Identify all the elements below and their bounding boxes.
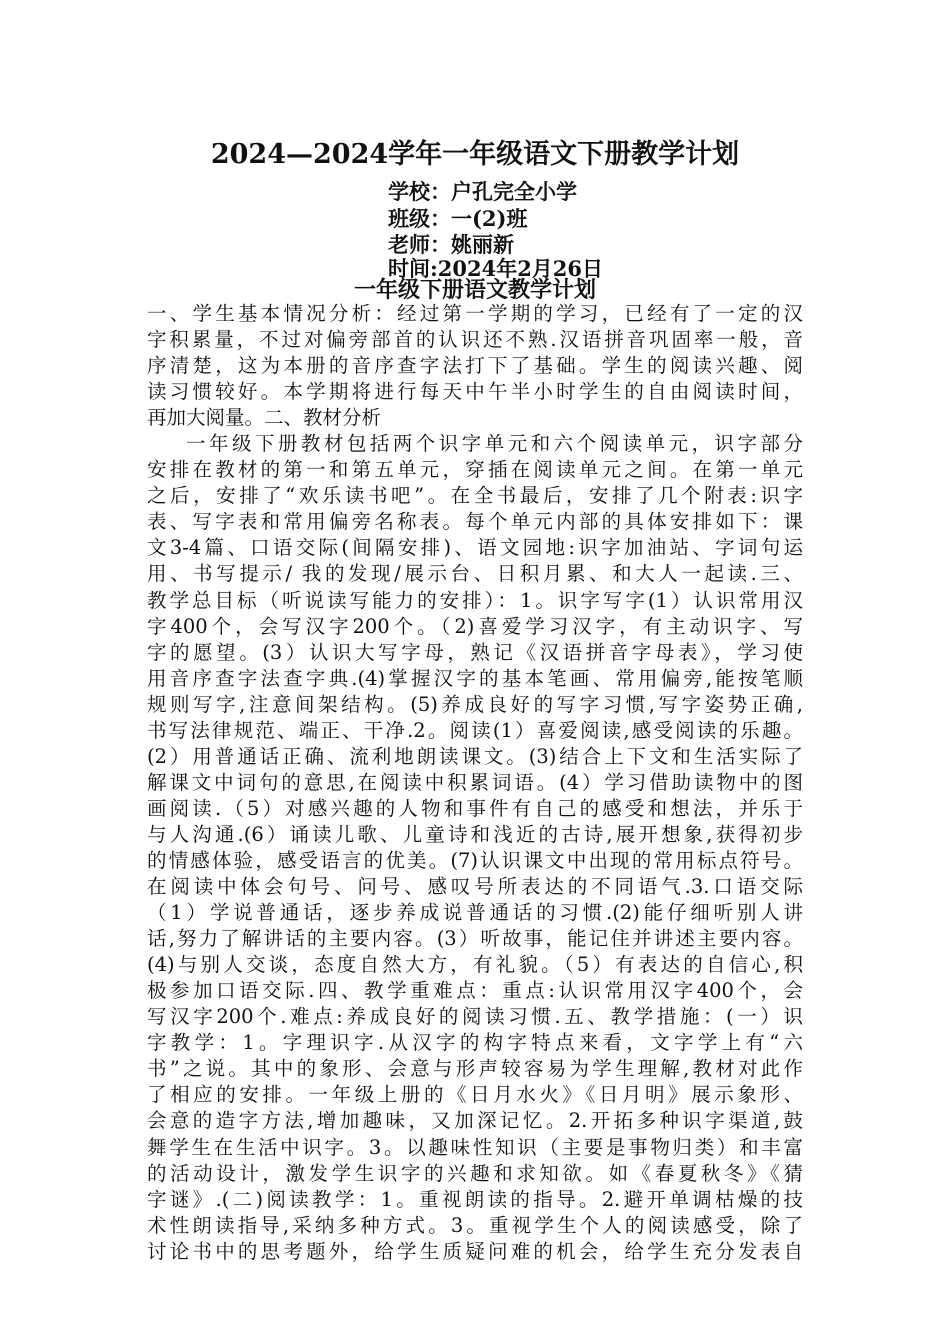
body-line: 读习惯较好。本学期将进行每天中午半小时学生的自由阅读时间，	[147, 380, 803, 404]
body-line: 术性朗读指导,采纳多种方式。3。重视学生个人的阅读感受，除了	[147, 1213, 803, 1237]
body-line: 话,努力了解讲话的主要内容。(3）听故事，能记住并讲述主要内容。	[147, 927, 803, 951]
body-line: 字教学：1。字理识字.从汉字的构字特点来看，文字学上有“六	[147, 1031, 803, 1055]
class-line: 班级：一(2)班	[388, 206, 528, 231]
date-line: 时间:2024年2月26日	[388, 256, 604, 281]
body-line: 解课文中词句的意思,在阅读中积累词语。(4）学习借助读物中的图	[147, 770, 803, 794]
body-line: 字积累量，不过对偏旁部首的认识还不熟.汉语拼音巩固率一般，音	[147, 328, 803, 352]
body-text	[147, 301, 803, 1265]
body-line: 的活动设计，激发学生识字的兴趣和求知欲。如《春夏秋冬》《猜	[147, 1161, 803, 1185]
body-line: 了相应的安排。一年级上册的《日月水火》《日月明》展示象形、	[147, 1083, 803, 1107]
document-subtitle: 一年级下册语文教学计划	[353, 278, 596, 303]
body-line: (2）用普通话正确、流利地朗读课文。(3)结合上下文和生活实际了	[147, 744, 803, 768]
body-line: 的情感体验，感受语言的优美。(7)认识课文中出现的常用标点符号。	[147, 848, 803, 872]
body-line: 书写法律规范、端正、干净.2。阅读(1）喜爱阅读,感受阅读的乐趣。	[147, 718, 803, 742]
body-line: 会意的造字方法,增加趣味，又加深记忆。2.开拓多种识字渠道,鼓	[147, 1109, 803, 1133]
body-line: 写汉字200个.难点:养成良好的阅读习惯.五、教学措施：(一）识	[147, 1005, 803, 1029]
document-title: 2024—2024学年一年级语文下册教学计划	[210, 139, 740, 170]
body-line: 极参加口语交际.四、教学重难点：重点:认识常用汉字400个，会	[147, 979, 803, 1003]
body-line: 与人沟通.(6）诵读儿歌、儿童诗和浅近的古诗,展开想象,获得初步	[147, 822, 803, 846]
body-line: 画阅读.（5）对感兴趣的人物和事件有自己的感受和想法，并乐于	[147, 796, 803, 820]
body-line: （1）学说普通话，逐步养成说普通话的习惯.(2)能仔细听别人讲	[147, 901, 803, 925]
body-line: 用、书写提示/ 我的发现/展示台、日积月累、和大人一起读.三、	[147, 562, 803, 586]
body-line: 字谜》.(二)阅读教学：1。重视朗读的指导。2.避开单调枯燥的技	[147, 1187, 803, 1211]
body-line: 字的愿望。(3）认识大写字母，熟记《汉语拼音字母表》，学习使	[147, 640, 803, 664]
body-line: 舞学生在生活中识字。3。以趣味性知识（主要是事物归类）和丰富	[147, 1135, 803, 1159]
body-line: 文3-4篇、口语交际(间隔安排)、语文园地:识字加油站、字词句运	[147, 536, 803, 560]
body-line: 一年级下册教材包括两个识字单元和六个阅读单元，识字部分	[186, 432, 803, 456]
body-line: 教学总目标（听说读写能力的安排）：1。识字写字(1）认识常用汉	[147, 588, 803, 612]
body-line: 再加大阅量。二、教材分析	[147, 406, 382, 430]
body-line: 在阅读中体会句号、问号、感叹号所表达的不同语气.3.口语交际	[147, 875, 803, 899]
school-line: 学校：户孔完全小学	[388, 179, 577, 204]
body-line: (4)与别人交谈，态度自然大方，有礼貌。（5）有表达的自信心,积	[147, 953, 803, 977]
body-line: 规则写字,注意间架结构。(5)养成良好的写字习惯,写字姿势正确,	[147, 692, 803, 716]
body-line: 一、学生基本情况分析：经过第一学期的学习，已经有了一定的汉	[147, 302, 803, 325]
body-line: 书”之说。其中的象形、会意与形声较容易为学生理解,教材对此作	[147, 1057, 803, 1081]
body-line: 安排在教材的第一和第五单元，穿插在阅读单元之间。在第一单元	[147, 458, 803, 482]
body-line: 之后，安排了“欢乐读书吧”。在全书最后，安排了几个附表:识字	[147, 484, 803, 508]
body-line: 序清楚，这为本册的音序查字法打下了基础。学生的阅读兴趣、阅	[147, 354, 803, 378]
body-line: 讨论书中的思考题外，给学生质疑问难的机会，给学生充分发表自	[147, 1239, 803, 1263]
teacher-line: 老师：姚丽新	[388, 232, 514, 257]
body-line: 用音序查字法查字典.(4)掌握汉字的基本笔画、常用偏旁,能按笔顺	[147, 666, 803, 690]
body-line: 字400个，会写汉字200个。（2)喜爱学习汉字，有主动识字、写	[147, 614, 803, 638]
body-line: 表、写字表和常用偏旁名称表。每个单元内部的具体安排如下：课	[147, 510, 803, 534]
